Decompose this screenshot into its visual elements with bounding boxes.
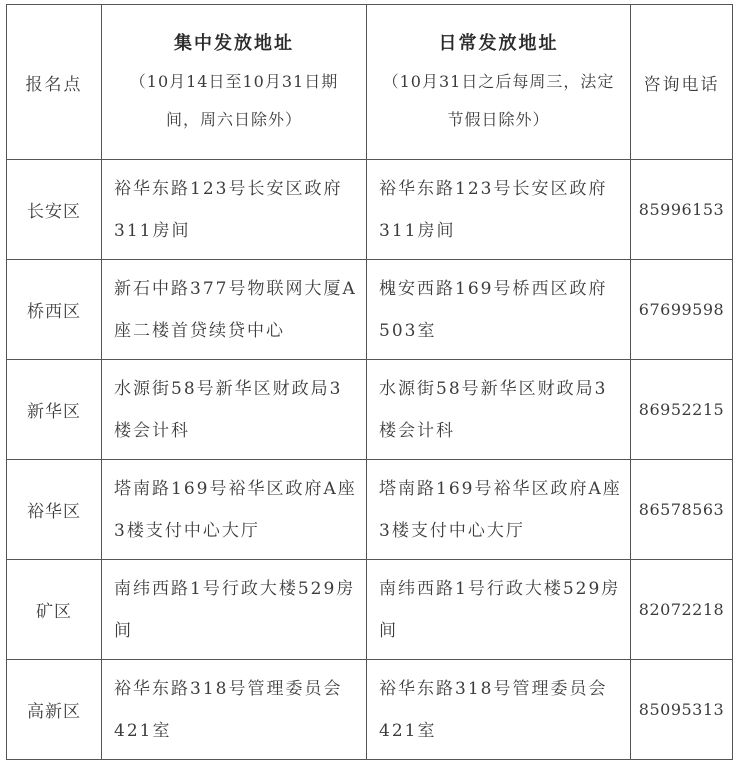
phone-cell: 86952215 [631,360,733,460]
phone-cell: 82072218 [631,560,733,660]
region-cell: 新华区 [7,360,102,460]
region-cell: 矿区 [7,560,102,660]
phone-cell: 85095313 [631,660,733,760]
central-address-cell: 裕华东路123号长安区政府311房间 [102,160,367,260]
daily-address-cell: 槐安西路169号桥西区政府503室 [367,260,631,360]
phone-cell: 86578563 [631,460,733,560]
region-cell: 裕华区 [7,460,102,560]
daily-address-cell: 塔南路169号裕华区政府A座3楼支付中心大厅 [367,460,631,560]
table-row [7,160,733,260]
region-cell: 高新区 [7,660,102,760]
region-cell: 桥西区 [7,260,102,360]
header-daily-title: 日常发放地址 [438,33,559,54]
central-address-cell: 塔南路169号裕华区政府A座3楼支付中心大厅 [102,460,367,560]
central-address-cell: 新石中路377号物联网大厦A座二楼首贷续贷中心 [102,260,367,360]
header-central-address [102,5,367,160]
phone-cell: 67699598 [631,260,733,360]
table-row [7,560,733,660]
header-region: 报名点 [7,5,102,160]
daily-address-cell: 南纬西路1号行政大楼529房间 [367,560,631,660]
central-address-cell: 南纬西路1号行政大楼529房间 [102,560,367,660]
header-phone: 咨询电话 [631,5,733,160]
central-address-cell: 水源街58号新华区财政局3楼会计科 [102,360,367,460]
header-daily-subtitle: （10月31日之后每周三，法定节假日除外） [382,72,615,129]
table-row [7,660,733,760]
daily-address-cell: 水源街58号新华区财政局3楼会计科 [367,360,631,460]
header-daily-address [367,5,631,160]
phone-cell: 85996153 [631,160,733,260]
table-row [7,260,733,360]
table-row [7,360,733,460]
table-header-row [7,5,733,160]
region-cell: 长安区 [7,160,102,260]
daily-address-cell: 裕华东路318号管理委员会421室 [367,660,631,760]
table-row [7,460,733,560]
header-central-subtitle: （10月14日至10月31日期间，周六日除外） [129,72,339,129]
header-central-title: 集中发放地址 [174,33,294,54]
distribution-address-table [6,4,733,760]
central-address-cell: 裕华东路318号管理委员会421室 [102,660,367,760]
daily-address-cell: 裕华东路123号长安区政府311房间 [367,160,631,260]
